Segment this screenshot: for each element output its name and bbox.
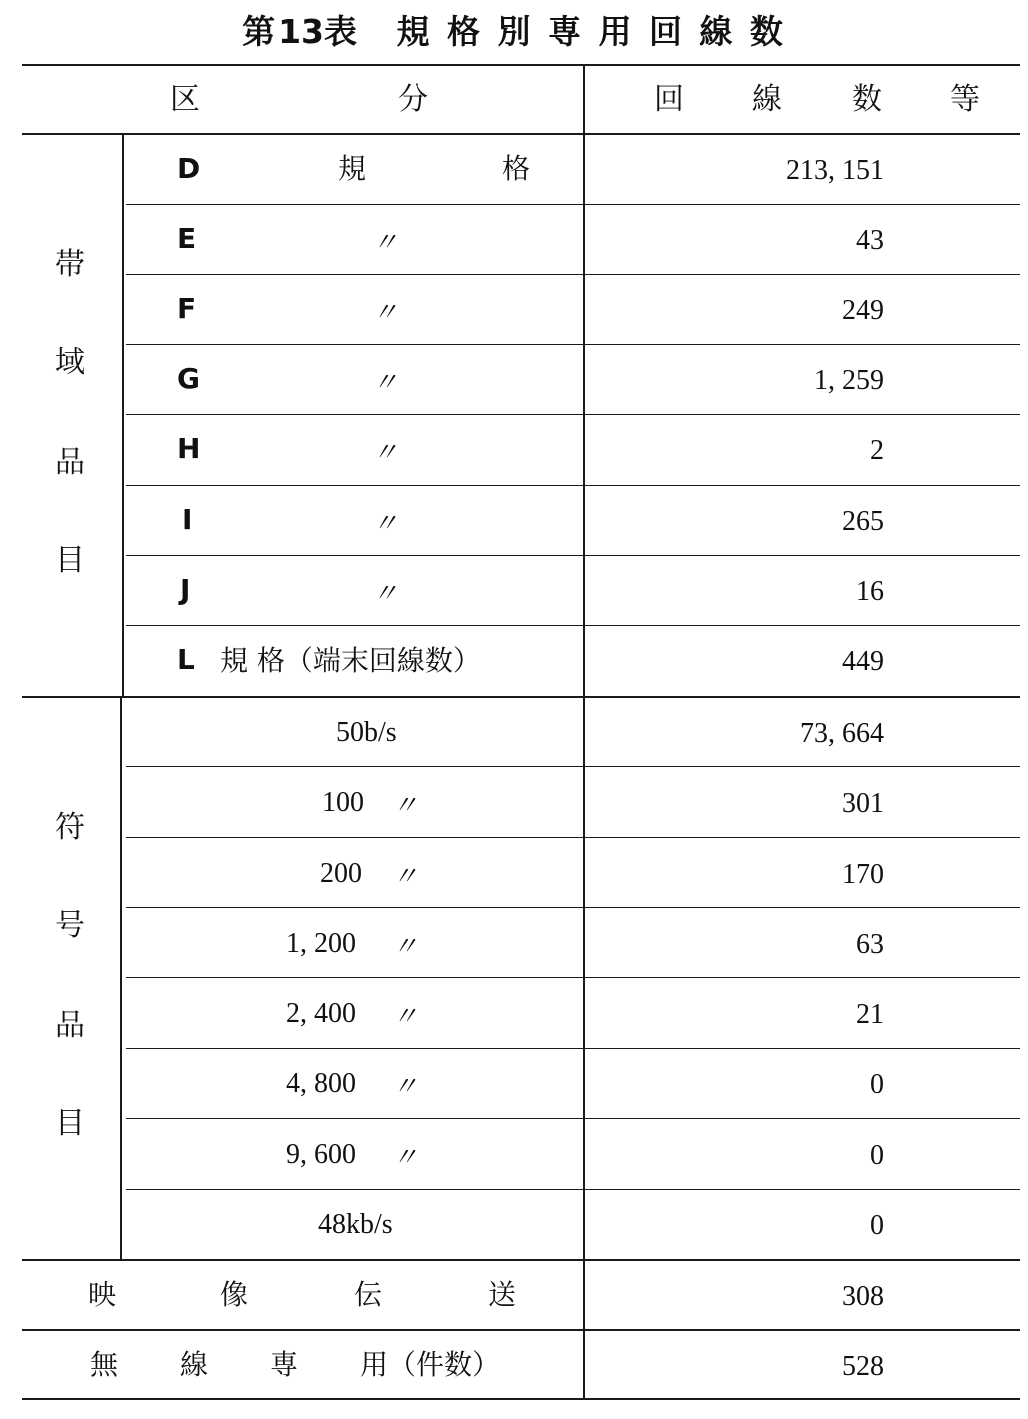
- band-row-letter: I: [182, 503, 193, 536]
- row-divider: [126, 1048, 1020, 1049]
- wireless-label-1: 無: [90, 1348, 119, 1381]
- group-divider: [120, 697, 122, 1259]
- group-divider: [122, 134, 124, 696]
- section-rule: [22, 1329, 1020, 1331]
- title-prefix: 第: [242, 12, 279, 51]
- row-divider: [126, 1189, 1020, 1190]
- code-row-value: 0: [870, 1140, 884, 1171]
- row-divider: [126, 1118, 1020, 1119]
- row-divider: [126, 555, 1020, 556]
- video-label-2: 像: [220, 1278, 249, 1311]
- code-row-speed: 50b/s: [336, 717, 397, 748]
- title-number: 13: [278, 12, 324, 51]
- ditto-mark: 〃: [372, 298, 399, 327]
- band-row-value: 16: [856, 576, 884, 607]
- band-row-value: 265: [842, 506, 884, 537]
- band-row-letter: J: [180, 573, 191, 606]
- wireless-label-2: 線: [180, 1348, 209, 1381]
- code-row-value: 63: [856, 929, 884, 960]
- ditto-mark: 〃: [372, 438, 399, 467]
- table-title: [0, 6, 1028, 53]
- band-row-letter: E: [177, 222, 197, 255]
- ditto-mark: 〃: [372, 579, 399, 608]
- header-col1-b: 分: [398, 82, 428, 117]
- code-row-speed: 2, 400: [286, 998, 356, 1029]
- wireless-value: 528: [842, 1351, 884, 1382]
- title-text: 規 格 別 専 用 回 線 数: [396, 12, 786, 51]
- top-rule: [22, 64, 1020, 66]
- wireless-label-4: 用（件数）: [360, 1348, 501, 1381]
- section-rule: [22, 1259, 1020, 1261]
- band-group-label-4: 目: [55, 543, 85, 578]
- header-rule: [22, 133, 1020, 135]
- section-rule: [22, 696, 1020, 698]
- video-label-1: 映: [88, 1278, 117, 1311]
- ditto-mark: 〃: [372, 509, 399, 538]
- band-row-value: 2: [870, 435, 884, 466]
- code-group-label-3: 品: [55, 1008, 85, 1043]
- band-row-letter: F: [177, 292, 197, 325]
- ditto-mark: 〃: [392, 1143, 419, 1172]
- band-group-label-3: 品: [55, 445, 85, 480]
- title-suffix: 表: [324, 12, 360, 51]
- band-group-label-1: 帯: [55, 247, 85, 282]
- row-divider: [126, 204, 1020, 205]
- ditto-mark: 〃: [392, 791, 419, 820]
- video-value: 308: [842, 1281, 884, 1312]
- code-row-speed: 100: [322, 787, 364, 818]
- band-row-value: 449: [842, 646, 884, 677]
- row-divider: [126, 485, 1020, 486]
- code-group-label-4: 目: [55, 1106, 85, 1141]
- band-row-value: 1, 259: [814, 365, 884, 396]
- band-group-label-2: 域: [55, 345, 85, 380]
- code-row-speed: 1, 200: [286, 928, 356, 959]
- code-row-speed: 48kb/s: [318, 1209, 393, 1240]
- ditto-mark: 〃: [372, 228, 399, 257]
- header-col2-c: 数: [852, 82, 882, 117]
- band-row-label-b: 格: [502, 152, 531, 185]
- row-divider: [126, 344, 1020, 345]
- code-row-speed: 200: [320, 858, 362, 889]
- header-col2-b: 線: [752, 82, 782, 117]
- ditto-mark: 〃: [392, 1002, 419, 1031]
- band-row-label: 規 格（端末回線数）: [220, 644, 481, 677]
- band-row-letter: G: [177, 362, 200, 395]
- code-row-value: 301: [842, 788, 884, 819]
- video-label-4: 送: [488, 1278, 517, 1311]
- wireless-label-3: 専: [270, 1348, 299, 1381]
- header-col2-d: 等: [950, 82, 980, 117]
- row-divider: [126, 837, 1020, 838]
- code-row-value: 21: [856, 999, 884, 1030]
- code-row-value: 73, 664: [800, 718, 884, 749]
- row-divider: [126, 625, 1020, 626]
- code-row-speed: 4, 800: [286, 1068, 356, 1099]
- video-label-3: 伝: [354, 1278, 383, 1311]
- ditto-mark: 〃: [392, 1072, 419, 1101]
- row-divider: [126, 766, 1020, 767]
- code-group-label-1: 符: [55, 810, 85, 845]
- row-divider: [126, 274, 1020, 275]
- header-col1-a: 区: [170, 82, 200, 117]
- row-divider: [126, 907, 1020, 908]
- band-row-letter: D: [177, 152, 201, 185]
- band-row-value: 43: [856, 225, 884, 256]
- code-row-value: 0: [870, 1210, 884, 1241]
- code-group-label-2: 号: [55, 908, 85, 943]
- row-divider: [126, 414, 1020, 415]
- ditto-mark: 〃: [392, 932, 419, 961]
- row-divider: [126, 977, 1020, 978]
- ditto-mark: 〃: [372, 368, 399, 397]
- code-row-value: 170: [842, 859, 884, 890]
- header-col2-a: 回: [654, 82, 684, 117]
- band-row-label-a: 規: [338, 152, 367, 185]
- ditto-mark: 〃: [392, 862, 419, 891]
- band-row-value: 249: [842, 295, 884, 326]
- band-row-letter: H: [177, 432, 201, 465]
- code-row-value: 0: [870, 1069, 884, 1100]
- band-row-letter: L: [177, 643, 195, 676]
- code-row-speed: 9, 600: [286, 1139, 356, 1170]
- bottom-rule: [22, 1398, 1020, 1400]
- band-row-value: 213, 151: [786, 155, 884, 186]
